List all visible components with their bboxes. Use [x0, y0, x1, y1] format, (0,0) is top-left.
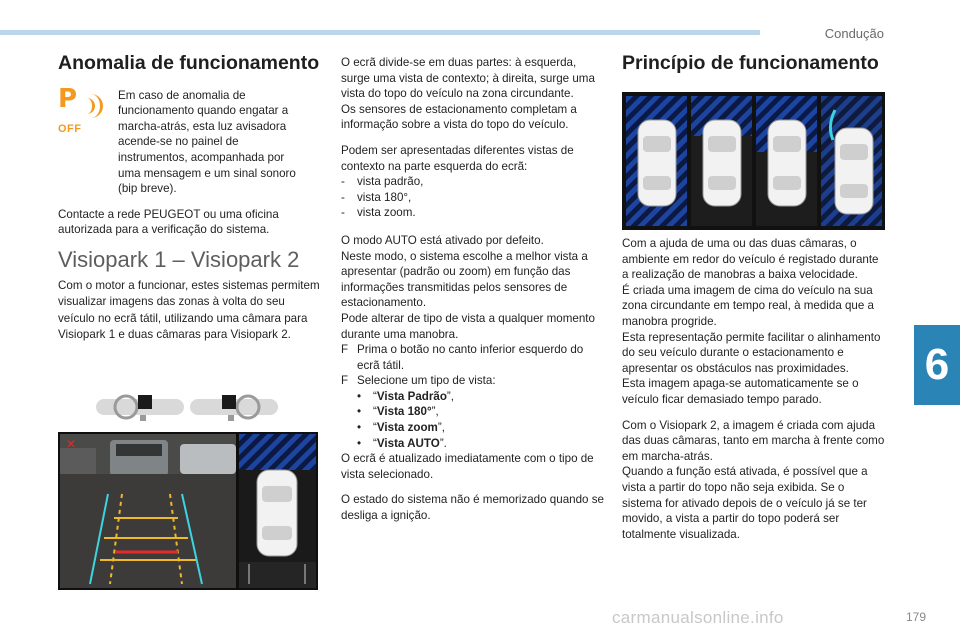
close-icon: ✕ — [66, 437, 77, 451]
paragraph: O ecrã divide-se em duas partes: à esquerda, surge uma vista de contexto; à direita, surge uma vista do topo do veículo na zona circundante. — [341, 56, 595, 101]
steering-wheel-camera-icon — [190, 393, 278, 423]
warning-block — [58, 83, 320, 197]
header-bar — [0, 30, 760, 35]
list-item: “Vista Padrão”, — [373, 389, 454, 403]
chapter-tab: 6 — [914, 325, 960, 405]
paragraph: Esta imagem apaga-se automaticamente se o veículo ficar demasiado tempo parado. — [622, 377, 859, 406]
paragraph: Neste modo, o sistema escolhe a melhor vista a apresentar (padrão ou zoom) em função das informações transmitidas pelos sensores de estacionamento. — [341, 249, 588, 310]
parking-sensor-off-icon: P OFF — [58, 88, 110, 138]
steering-wheel-camera-icon — [96, 393, 184, 423]
column-right — [622, 52, 887, 74]
options-list: • “Vista Padrão”, • “Vista 180°”, • “Vista zoom”, • “Vista AUTO”. — [357, 389, 454, 450]
paragraph: Com a ajuda de uma ou das duas câmaras, o ambiente em redor do veículo é registado durante a realização de manobras a baixa velocidade. — [622, 237, 879, 282]
paragraph: Quando a função está ativada, é possível que a vista a partir do topo não seja exibida. Se o sistema for ativado depois de o veículo já se ter movido, a vista a partir do topo poderá ser totalmente visualizada. — [622, 465, 868, 541]
column-left — [58, 50, 320, 344]
paragraph: É criada uma imagem de cima do veículo na sua zona circundante em tempo real, à medida que a manobra progride. — [622, 283, 874, 328]
section-title: Condução — [824, 26, 884, 41]
visiopark-text: Com o motor a funcionar, estes sistemas permitem visualizar imagens das zonas à volta do seu veículo no ecrã tátil, utilizando uma câmara para Visiopark 1 e duas câmaras para Visiopark 2. — [58, 278, 320, 342]
camera-screen-image — [58, 432, 318, 590]
context-view — [60, 434, 236, 588]
list-item: “Vista AUTO”. — [373, 436, 447, 450]
step-bullet-icon: F — [341, 343, 349, 357]
contact-text: Contacte a rede PEUGEOT ou uma oficina autorizada para a verificação do sistema. — [58, 207, 279, 237]
paragraph: Esta representação permite facilitar o alinhamento do seu veículo durante o estacionamento e apresentar os obstáculos nas proximidades. — [622, 330, 881, 375]
heading-principio: Princípio de funcionamento — [622, 52, 879, 74]
list-item: Selecione um tipo de vista: — [357, 374, 496, 388]
column-right-text — [622, 236, 887, 542]
paragraph: Podem ser apresentadas diferentes vistas de contexto na parte esquerda do ecrã: — [341, 143, 574, 173]
paragraph: O modo AUTO está ativado por defeito. — [341, 233, 544, 247]
warning-text: Em caso de anomalia de funcionamento quando engatar a marcha-atrás, esta luz avisadora acende-se no painel de instrumentos, acompanhada por uma mensagem e um sinal sonoro (bip breve). — [118, 88, 296, 196]
list-item: “Vista zoom”, — [373, 421, 445, 435]
column-middle — [341, 55, 606, 524]
paragraph: Com o Visiopark 2, a imagem é criada com ajuda das duas câmaras, tanto em marcha à frente como em marcha-atrás. — [622, 418, 885, 463]
list-item: vista padrão, — [357, 175, 424, 189]
list-item: “Vista 180°”, — [373, 405, 439, 419]
paragraph: O estado do sistema não é memorizado quando se desliga a ignição. — [341, 493, 604, 523]
list-item: vista zoom. — [357, 206, 416, 220]
paragraph: O ecrã é atualizado imediatamente com o tipo de vista selecionado. — [341, 452, 594, 481]
views-list: - vista padrão, - vista 180°, - vista zoom. — [341, 175, 424, 220]
list-item: Prima o botão no canto inferior esquerdo do ecrã tátil. — [357, 343, 584, 372]
heading-anomalia: Anomalia de funcionamento — [58, 52, 320, 74]
steps-list — [341, 342, 606, 451]
paragraph: Pode alterar de tipo de vista a qualquer momento durante uma manobra. — [341, 311, 595, 341]
top-view — [239, 434, 316, 588]
heading-visiopark: Visiopark 1 – Visiopark 2 — [58, 246, 300, 272]
top-view-sequence-image — [622, 92, 885, 230]
paragraph: Os sensores de estacionamento completam a informação sobre a vista do topo do veículo. — [341, 102, 577, 132]
step-bullet-icon: F — [341, 374, 349, 388]
watermark: carmanualsonline.info — [612, 608, 784, 627]
list-item: vista 180°, — [357, 190, 412, 204]
page-number: 179 — [905, 610, 926, 624]
